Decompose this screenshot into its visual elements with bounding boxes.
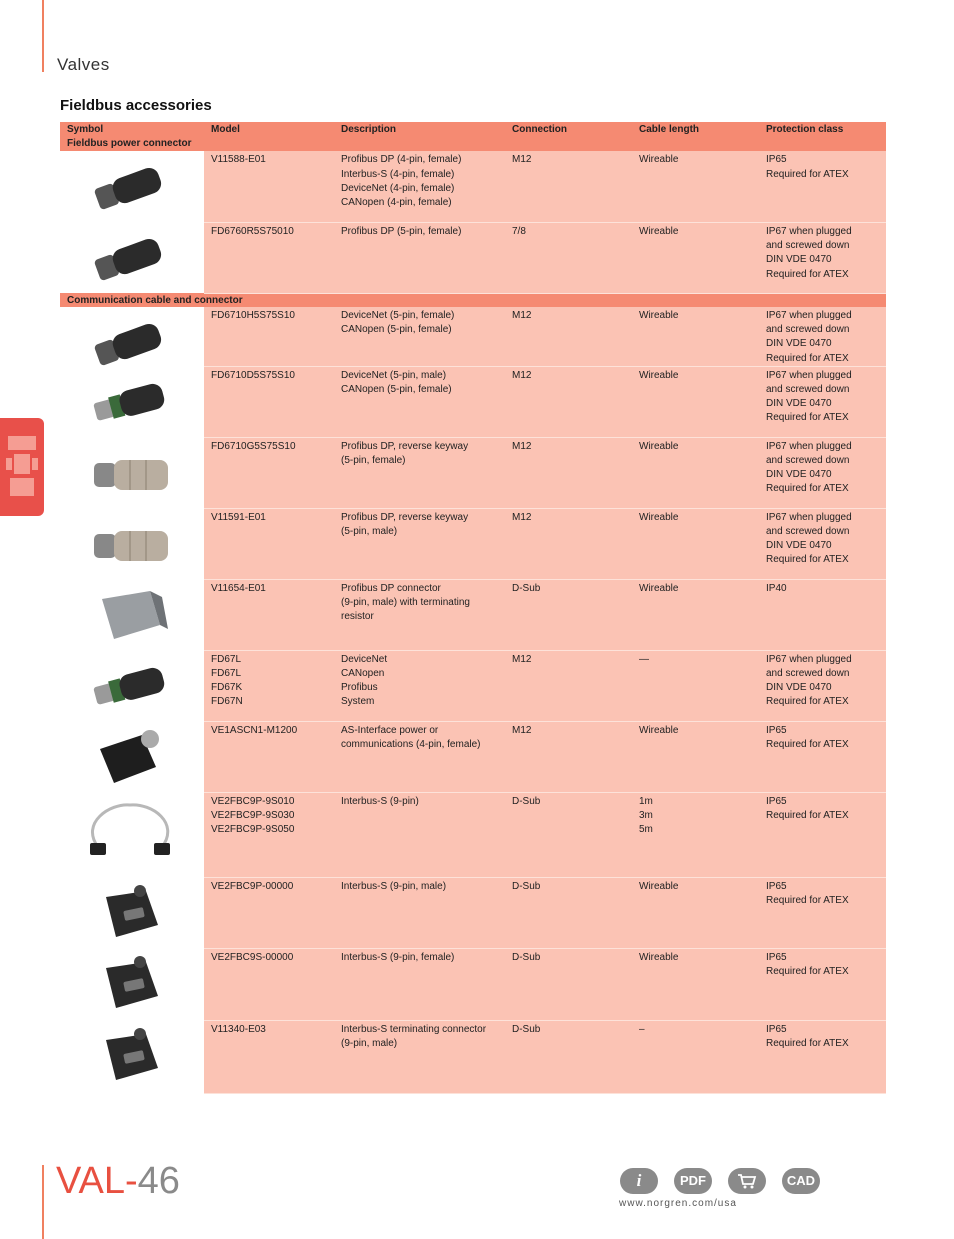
table-row	[60, 877, 886, 948]
cable-length-cell: –	[632, 1020, 759, 1093]
protection-cell: IP67 when plugged and screwed down DIN VDE 0470 Required for ATEX	[759, 222, 886, 293]
protection-cell: IP67 when plugged and screwed down DIN VDE 0470 Required for ATEX	[759, 508, 886, 579]
cable-length-cell: Wireable	[632, 721, 759, 792]
product-image	[60, 151, 204, 222]
connection-cell: M12	[505, 151, 632, 222]
model-cell: V11588-E01	[204, 151, 334, 222]
connection-cell: M12	[505, 307, 632, 366]
model-cell: VE2FBC9P-00000	[204, 877, 334, 948]
cable-length-cell: Wireable	[632, 508, 759, 579]
description-cell: Profibus DP connector (9-pin, male) with terminating resistor	[334, 579, 505, 650]
page-number: VAL-46	[56, 1160, 180, 1202]
table-row	[60, 307, 886, 366]
connection-cell: D-Sub	[505, 1020, 632, 1093]
page-title: Fieldbus accessories	[60, 97, 212, 114]
connection-cell: D-Sub	[505, 948, 632, 1020]
cable-length-cell: Wireable	[632, 366, 759, 437]
header-protection: Protection class	[759, 122, 886, 151]
product-image	[60, 1020, 204, 1093]
product-image	[60, 792, 204, 877]
model-cell: V11591-E01	[204, 508, 334, 579]
protection-cell: IP67 when plugged and screwed down DIN VDE 0470 Required for ATEX	[759, 437, 886, 508]
cable-length-cell: —	[632, 650, 759, 721]
cable-length-cell: Wireable	[632, 579, 759, 650]
model-cell: VE1ASCN1-M1200	[204, 721, 334, 792]
protection-cell: IP65 Required for ATEX	[759, 721, 886, 792]
protection-cell: IP65 Required for ATEX	[759, 792, 886, 877]
model-cell: V11340-E03	[204, 1020, 334, 1093]
cable-length-cell: Wireable	[632, 877, 759, 948]
table-header	[60, 122, 886, 151]
table-row	[60, 222, 886, 293]
cart-icon[interactable]	[728, 1168, 766, 1194]
group-header: Communication cable and connector	[60, 293, 886, 307]
description-cell: Interbus-S (9-pin, female)	[334, 948, 505, 1020]
cable-length-cell: Wireable	[632, 222, 759, 293]
pdf-icon[interactable]: PDF	[674, 1168, 712, 1194]
margin-rule-bottom	[42, 1165, 44, 1239]
connection-cell: M12	[505, 650, 632, 721]
chapter-tab[interactable]	[0, 418, 44, 516]
product-image	[60, 437, 204, 508]
product-image	[60, 948, 204, 1020]
table-row	[60, 948, 886, 1020]
section-label: Valves	[57, 55, 110, 74]
model-cell: V11654-E01	[204, 579, 334, 650]
product-image	[60, 579, 204, 650]
table-row	[60, 366, 886, 437]
connection-cell: D-Sub	[505, 792, 632, 877]
cable-length-cell: 1m 3m 5m	[632, 792, 759, 877]
protection-cell: IP67 when plugged and screwed down DIN VDE 0470 Required for ATEX	[759, 366, 886, 437]
table-row	[60, 508, 886, 579]
protection-cell: IP67 when plugged and screwed down DIN VDE 0470 Required for ATEX	[759, 307, 886, 366]
table-row	[60, 151, 886, 222]
product-image	[60, 721, 204, 792]
accessories-table	[60, 122, 886, 1094]
table-row	[60, 579, 886, 650]
cable-length-cell: Wireable	[632, 307, 759, 366]
protection-cell: IP40	[759, 579, 886, 650]
header-symbol: Symbol Fieldbus power connector	[60, 122, 204, 151]
cable-length-cell: Wireable	[632, 437, 759, 508]
protection-cell: IP65 Required for ATEX	[759, 877, 886, 948]
header-connection: Connection	[505, 122, 632, 151]
table-row	[60, 792, 886, 877]
protection-cell: IP65 Required for ATEX	[759, 948, 886, 1020]
protection-cell: IP65 Required for ATEX	[759, 1020, 886, 1093]
description-cell: Profibus DP, reverse keyway (5-pin, male)	[334, 508, 505, 579]
model-cell: FD6710D5S75S10	[204, 366, 334, 437]
table-row	[60, 1020, 886, 1093]
info-icon[interactable]: i	[620, 1168, 658, 1194]
description-cell: Profibus DP, reverse keyway (5-pin, female)	[334, 437, 505, 508]
cable-length-cell: Wireable	[632, 151, 759, 222]
table-row	[60, 650, 886, 721]
protection-cell: IP67 when plugged and screwed down DIN VDE 0470 Required for ATEX	[759, 650, 886, 721]
model-cell: VE2FBC9S-00000	[204, 948, 334, 1020]
description-cell: Profibus DP (5-pin, female)	[334, 222, 505, 293]
description-cell: Interbus-S (9-pin)	[334, 792, 505, 877]
description-cell: Profibus DP (4-pin, female) Interbus-S (4-pin, female) DeviceNet (4-pin, female) CANopen (4-pin, female)	[334, 151, 505, 222]
table-row	[60, 721, 886, 792]
connection-cell: M12	[505, 437, 632, 508]
protection-cell: IP65 Required for ATEX	[759, 151, 886, 222]
product-image	[60, 508, 204, 579]
model-cell: FD6710H5S75S10	[204, 307, 334, 366]
connection-cell: 7/8	[505, 222, 632, 293]
product-image	[60, 877, 204, 948]
connection-cell: D-Sub	[505, 579, 632, 650]
header-cable-length: Cable length	[632, 122, 759, 151]
margin-rule-top	[42, 0, 44, 72]
product-image	[60, 222, 204, 293]
product-image	[60, 650, 204, 721]
valve-icon	[4, 428, 40, 506]
cable-length-cell: Wireable	[632, 948, 759, 1020]
connection-cell: M12	[505, 508, 632, 579]
model-cell: FD6760R5S75010	[204, 222, 334, 293]
header-model: Model	[204, 122, 334, 151]
description-cell: Interbus-S (9-pin, male)	[334, 877, 505, 948]
description-cell: DeviceNet CANopen Profibus System	[334, 650, 505, 721]
footer-url[interactable]: www.norgren.com/usa	[619, 1198, 737, 1209]
connection-cell: D-Sub	[505, 877, 632, 948]
model-cell: FD67L FD67L FD67K FD67N	[204, 650, 334, 721]
product-image	[60, 307, 204, 366]
model-cell: FD6710G5S75S10	[204, 437, 334, 508]
description-cell: DeviceNet (5-pin, male) CANopen (5-pin, female)	[334, 366, 505, 437]
description-cell: Interbus-S terminating connector (9-pin, male)	[334, 1020, 505, 1093]
header-description: Description	[334, 122, 505, 151]
description-cell: DeviceNet (5-pin, female) CANopen (5-pin, female)	[334, 307, 505, 366]
description-cell: AS-Interface power or communications (4-pin, female)	[334, 721, 505, 792]
cad-icon[interactable]: CAD	[782, 1168, 820, 1194]
connection-cell: M12	[505, 366, 632, 437]
connection-cell: M12	[505, 721, 632, 792]
product-image	[60, 366, 204, 437]
model-cell: VE2FBC9P-9S010 VE2FBC9P-9S030 VE2FBC9P-9S050	[204, 792, 334, 877]
table-row	[60, 437, 886, 508]
